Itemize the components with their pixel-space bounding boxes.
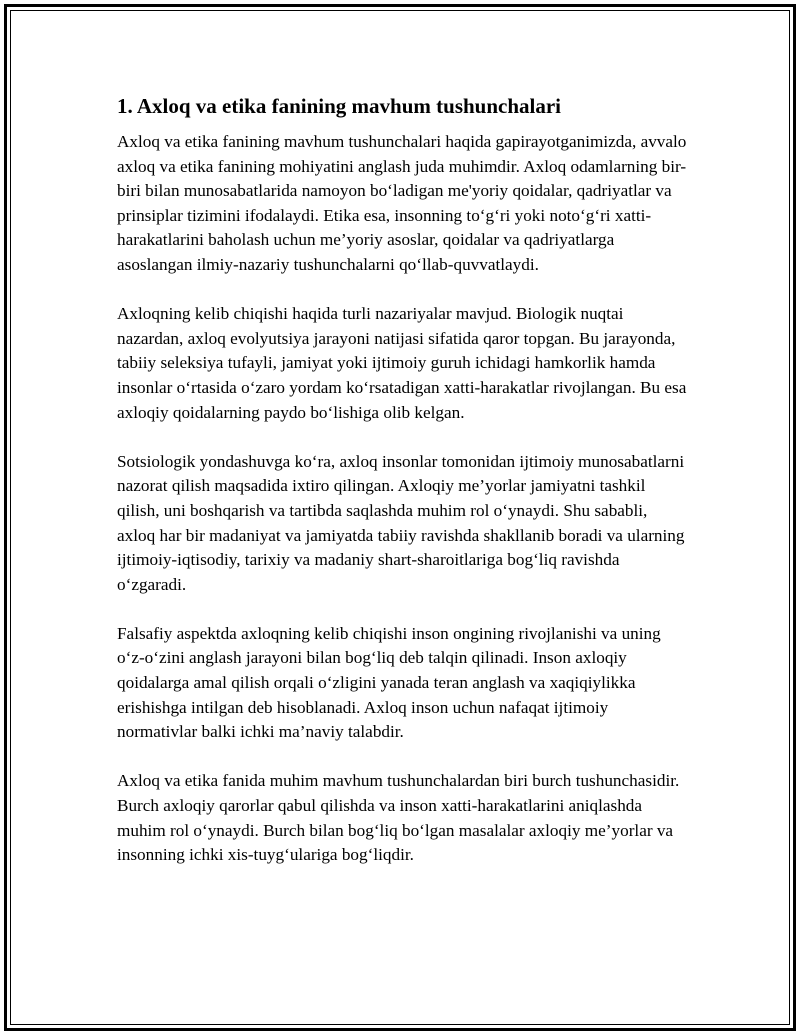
paragraph-3: Sotsiologik yondashuvga ko‘ra, axloq insonlar tomonidan ijtimoiy munosabatlarni nazorat qilish maqsadida ixtiro qilingan. Axloqiy me’yorlar jamiyatni tashkil qilish, uni boshqarish va tartibda saqlashda muhim rol o‘ynaydi. Shu sababli, axloq har bir madaniyat va jamiyatda tabiiy ravishda shakllanib boradi va ularning ijtimoiy-iqtisodiy, tarixiy va madaniy shart-sharoitlariga bog‘liq ravishda o‘zgaradi. [117,451,685,594]
document-body [117,92,687,892]
paragraph-5: Axloq va etika fanida muhim mavhum tushunchalardan biri burch tushunchasidir. Burch axloqiy qarorlar qabul qilishda va inson xatti-harakatlarini aniqlashda muhim rol o‘ynaydi. Burch bilan bog‘liq bo‘lgan masalalar axloqiy me’yorlar va insonning ichki xis-tuyg‘ulariga bog‘liqdir. [117,771,680,865]
paragraph-2: Axloqning kelib chiqishi haqida turli nazariyalar mavjud. Biologik nuqtai nazardan, axloq evolyutsiya jarayoni natijasi sifatida qaror topgan. Bu jarayonda, tabiiy seleksiya tufayli, jamiyat yoki ijtimoiy guruh ichidagi hamkorlik hamda insonlar o‘rtasida o‘zaro yordam ko‘rsatadigan xatti-harakatlar rivojlangan. Bu esa axloqiy qoidalarning paydo bo‘lishiga olib kelgan. [117,304,687,422]
paragraph-4: Falsafiy aspektda axloqning kelib chiqishi inson ongining rivojlanishi va uning o‘z-o‘zini anglash jarayoni bilan bog‘liq deb talqin qilinadi. Inson axloqiy qoidalarga amal qilish orqali o‘zligini yanada teran anglash va xaqiqiylikka erishishga intilgan deb hisoblanadi. Axloq inson uchun nafaqat ijtimoiy normativlar balki ichki ma’naviy talabdir. [117,623,661,742]
section-heading: 1. Axloq va etika fanining mavhum tushunchalari [117,94,562,118]
paragraph-1: Axloq va etika fanining mavhum tushunchalari haqida gapirayotganimizda, avvalo axloq va etika fanining mohiyatini anglash juda muhimdir. Axloq odamlarning bir-biri bilan munosabatlarida namoyon bo‘ladigan me'yoriy qoidalar, qadriyatlar va prinsiplar tizimini ifodalaydi. Etika esa, insonning to‘g‘ri yoki noto‘g‘ri xatti-harakatlarini baholash uchun me’yoriy asoslar, qoidalar va qadriyatlarga asoslangan ilmiy-nazariy tushunchalarni qo‘llab-quvvatlaydi. [117,132,687,274]
